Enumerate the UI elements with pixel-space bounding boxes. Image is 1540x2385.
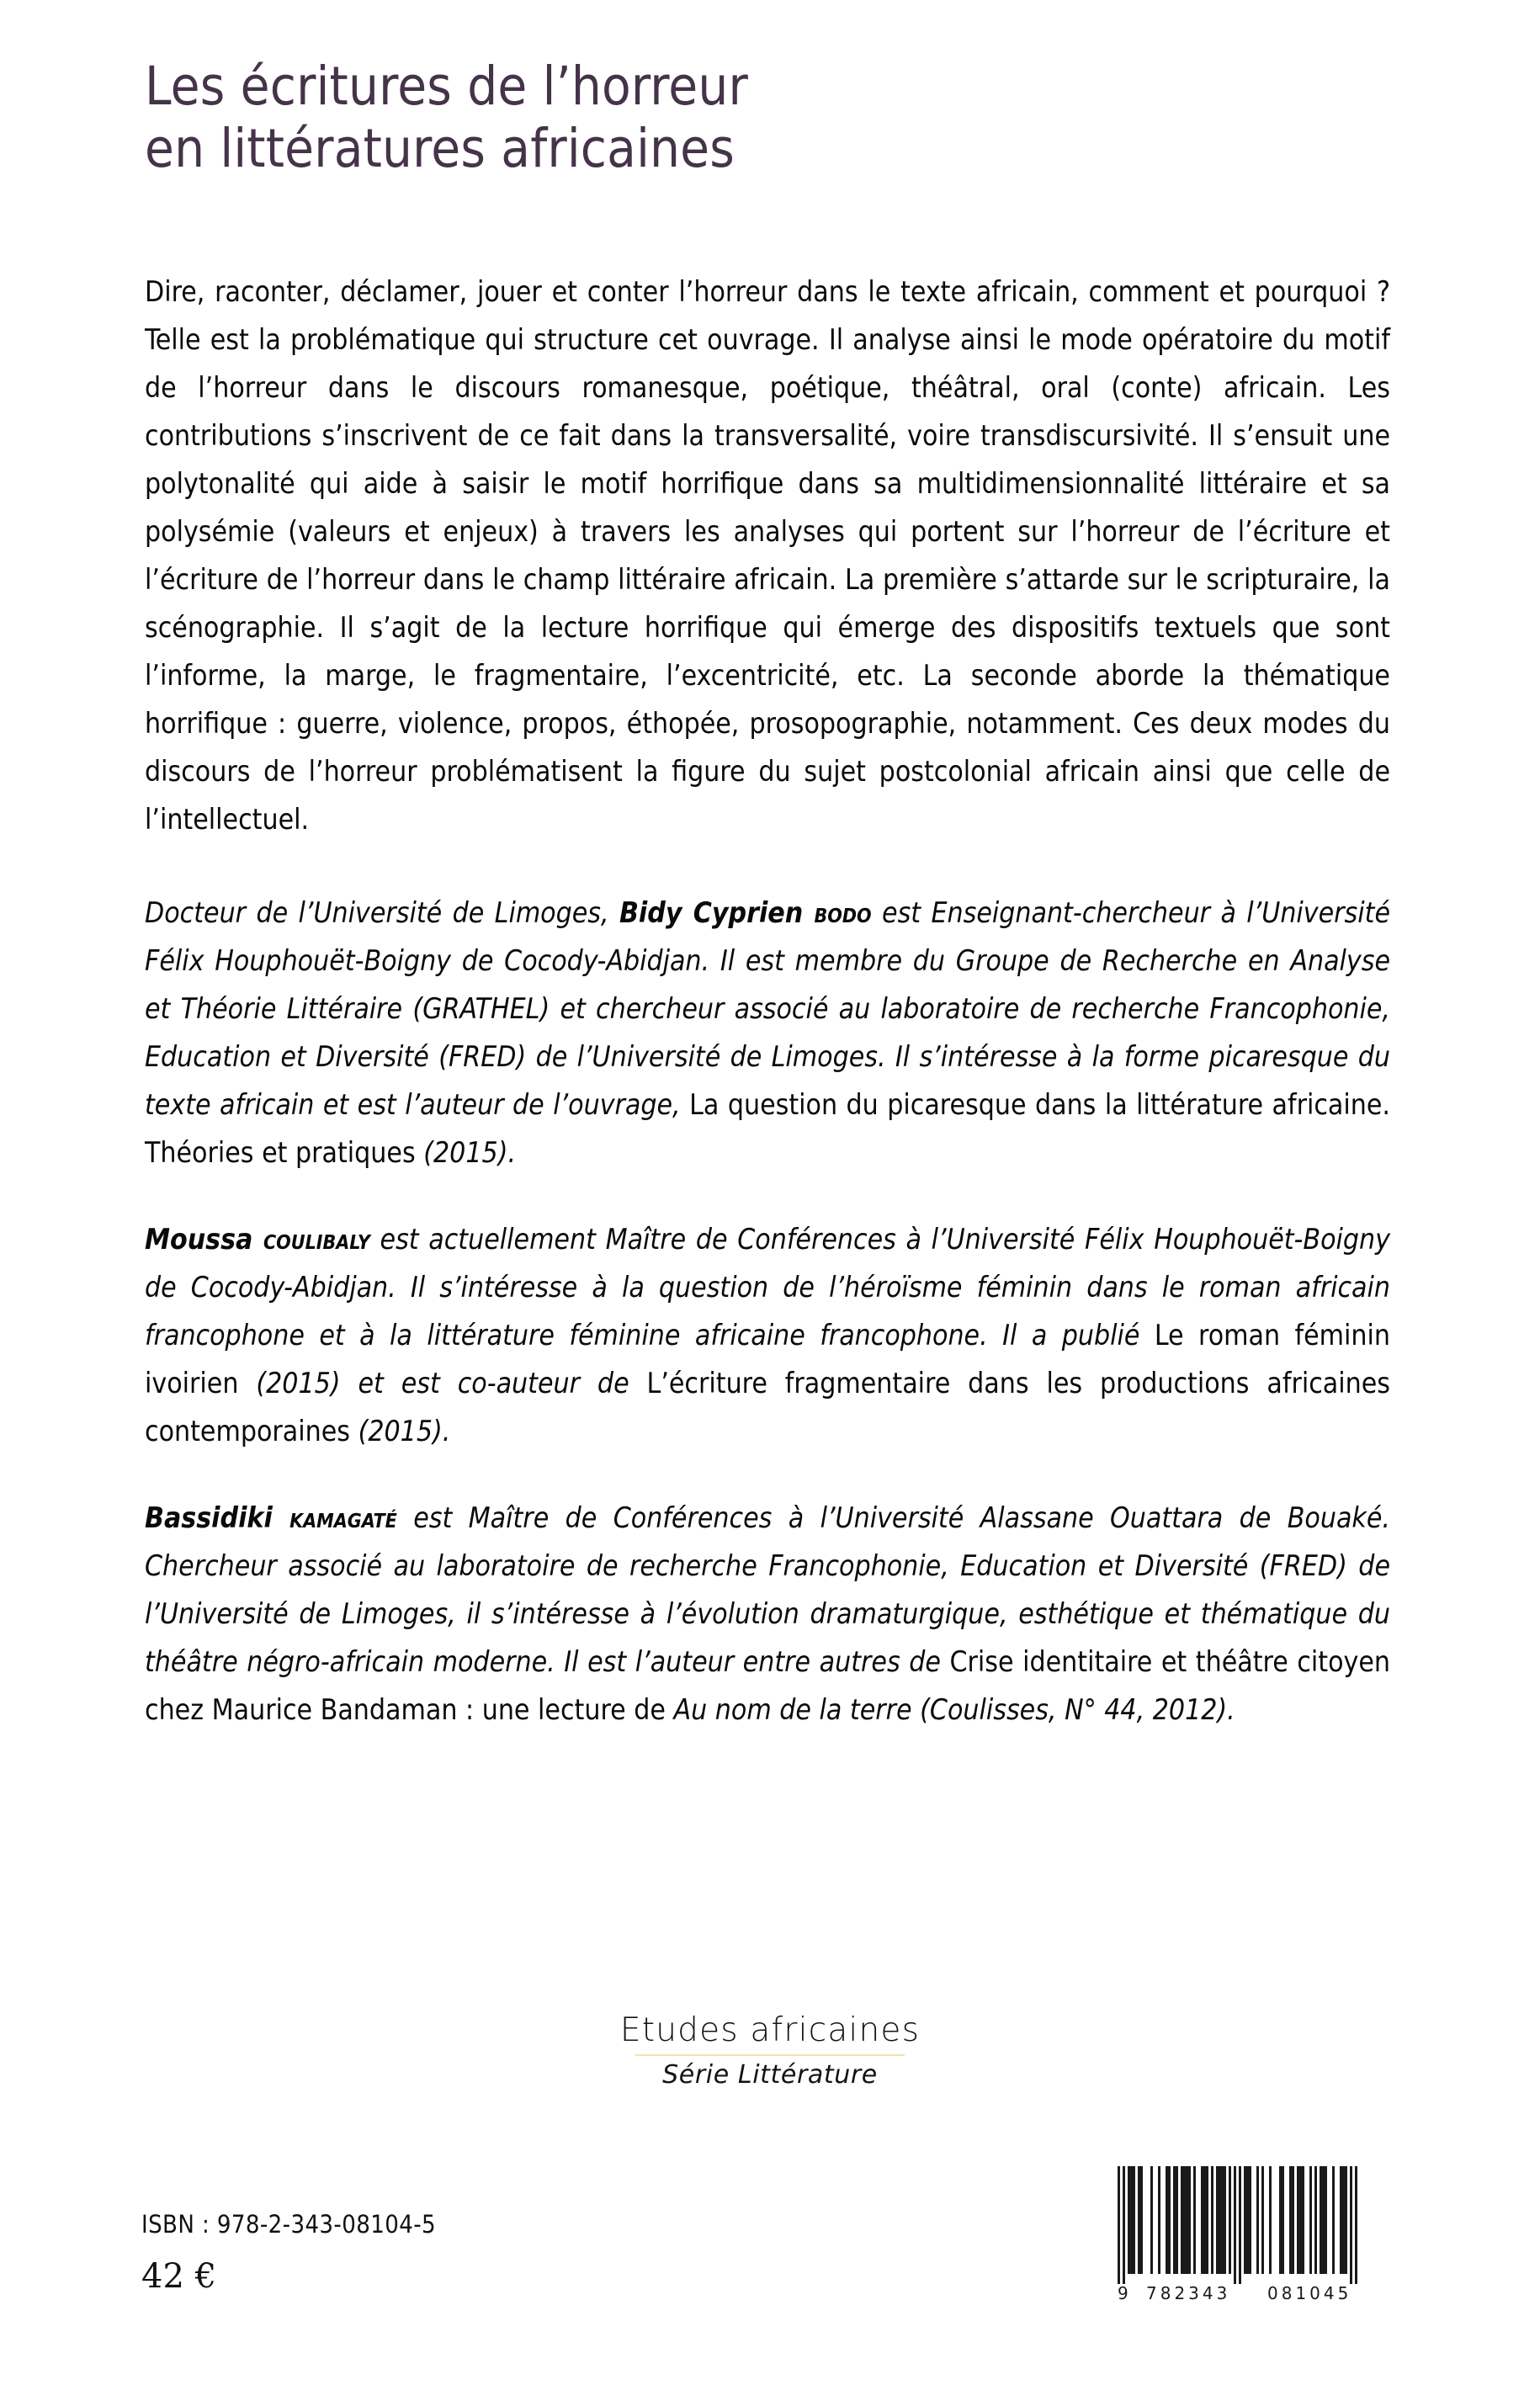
author-bio-kamagate bbox=[145, 1494, 1390, 1734]
bio-bodo-body: est Enseignant-chercheur à l’Université Félix Houphouët-Boigny de Cocody-Abidjan. Il est membre du Groupe de Recherche en Analyse et Théorie Littéraire (GRATHEL) et chercheur associé au laboratoire de recherche Francophonie, Education et Diversité (FRED) de l’Université de Limoges. Il s’intéresse à la forme picaresque du texte africain et est l’auteur de l’ouvrage, bbox=[145, 896, 1390, 1121]
collection-divider bbox=[635, 2054, 905, 2056]
author-name-kamagate: Bassidiki kamagaté bbox=[145, 1501, 397, 1534]
bio-coulibaly-work-title-2: L’écriture fragmentaire dans les productions africaines contemporaines bbox=[145, 1367, 1390, 1447]
isbn-text: ISBN : 978-2-343-08104-5 bbox=[141, 2210, 437, 2239]
collection-logo bbox=[0, 2013, 1540, 2090]
collection-name: Etudes africaines bbox=[619, 2011, 921, 2049]
content-column bbox=[145, 268, 1390, 1734]
svg-text:782343: 782343 bbox=[1146, 2283, 1231, 2303]
collection-series: Série Littérature bbox=[662, 2059, 878, 2090]
bio-bodo-tail: (2015). bbox=[423, 1136, 517, 1169]
bio-bodo-intro: Docteur de l’Université de Limoges, bbox=[145, 896, 619, 929]
ean13-barcode bbox=[1102, 2159, 1414, 2303]
page-title bbox=[145, 56, 1390, 181]
price-text: 42 € bbox=[141, 2257, 217, 2296]
bio-kamagate-work-title: Crise identitaire et théâtre citoyen chez Maurice Bandaman : une lecture de bbox=[145, 1645, 1390, 1726]
author-name-coulibaly: Moussa coulibaly bbox=[145, 1223, 370, 1256]
bio-coulibaly-body: est actuellement Maître de Conférences à l’Université Félix Houphouët-Boigny de Cocody-Abidjan. Il s’intéresse à la question de l’héroïsme féminin dans le roman africain francophone et à la littérature féminine africaine francophone. Il a publié bbox=[145, 1223, 1390, 1352]
bio-coulibaly-mid: (2015) et est co-auteur de bbox=[256, 1367, 647, 1400]
barcode-svg bbox=[1102, 2159, 1414, 2303]
title-line-2: en littératures africaines bbox=[145, 118, 735, 180]
author-bio-bodo bbox=[145, 889, 1390, 1177]
bio-kamagate-tail: Au nom de la terre (Coulisses, N° 44, 2012). bbox=[673, 1693, 1235, 1726]
author-name-bodo: Bidy Cyprien bodo bbox=[619, 896, 872, 929]
book-summary-paragraph: Dire, raconter, déclamer, jouer et conter l’horreur dans le texte africain, comment et pourquoi ? Telle est la problématique qui structure cet ouvrage. Il analyse ainsi le mode opératoire du motif de l’horreur dans le discours romanesque, poétique, théâtral, oral (conte) africain. Les contributions s’inscrivent de ce fait dans la transversalité, voire transdiscursivité. Il s’ensuit une polytonalité qui aide à saisir le motif horrifique dans sa multidimensionnalité littéraire et sa polysémie (valeurs et enjeux) à travers les analyses qui portent sur l’horreur de l’écriture et l’écriture de l’horreur dans le champ littéraire africain. La première s’attarde sur le scripturaire, la scénographie. Il s’agit de la lecture horrifique qui émerge des dispositifs textuels que sont l’informe, la marge, le fragmentaire, l’excentricité, etc. La seconde aborde la thématique horrifique : guerre, violence, propos, éthopée, prosopographie, notamment. Ces deux modes du discours de l’horreur problématisent la figure du sujet postcolonial africain ainsi que celle de l’intellectuel. bbox=[145, 275, 1390, 836]
bio-coulibaly-tail: (2015). bbox=[358, 1415, 451, 1447]
title-line-1: Les écritures de l’horreur bbox=[145, 56, 748, 117]
svg-text:9: 9 bbox=[1118, 2283, 1128, 2303]
bio-coulibaly-work-title-1: Le roman féminin ivoirien bbox=[145, 1319, 1390, 1400]
svg-text:081045: 081045 bbox=[1267, 2283, 1352, 2303]
bio-kamagate-body: est Maître de Conférences à l’Université Alassane Ouattara de Bouaké. Chercheur associé au laboratoire de recherche Francophonie, Education et Diversité (FRED) de l’Université de Limoges, il s’intéresse à l’évolution dramaturgique, esthétique et thématique du théâtre négro-africain moderne. Il est l’auteur entre autres de bbox=[145, 1501, 1390, 1678]
bio-bodo-work-title: La question du picaresque dans la littérature africaine. Théories et pratiques bbox=[145, 1088, 1390, 1169]
author-bio-coulibaly bbox=[145, 1215, 1390, 1455]
